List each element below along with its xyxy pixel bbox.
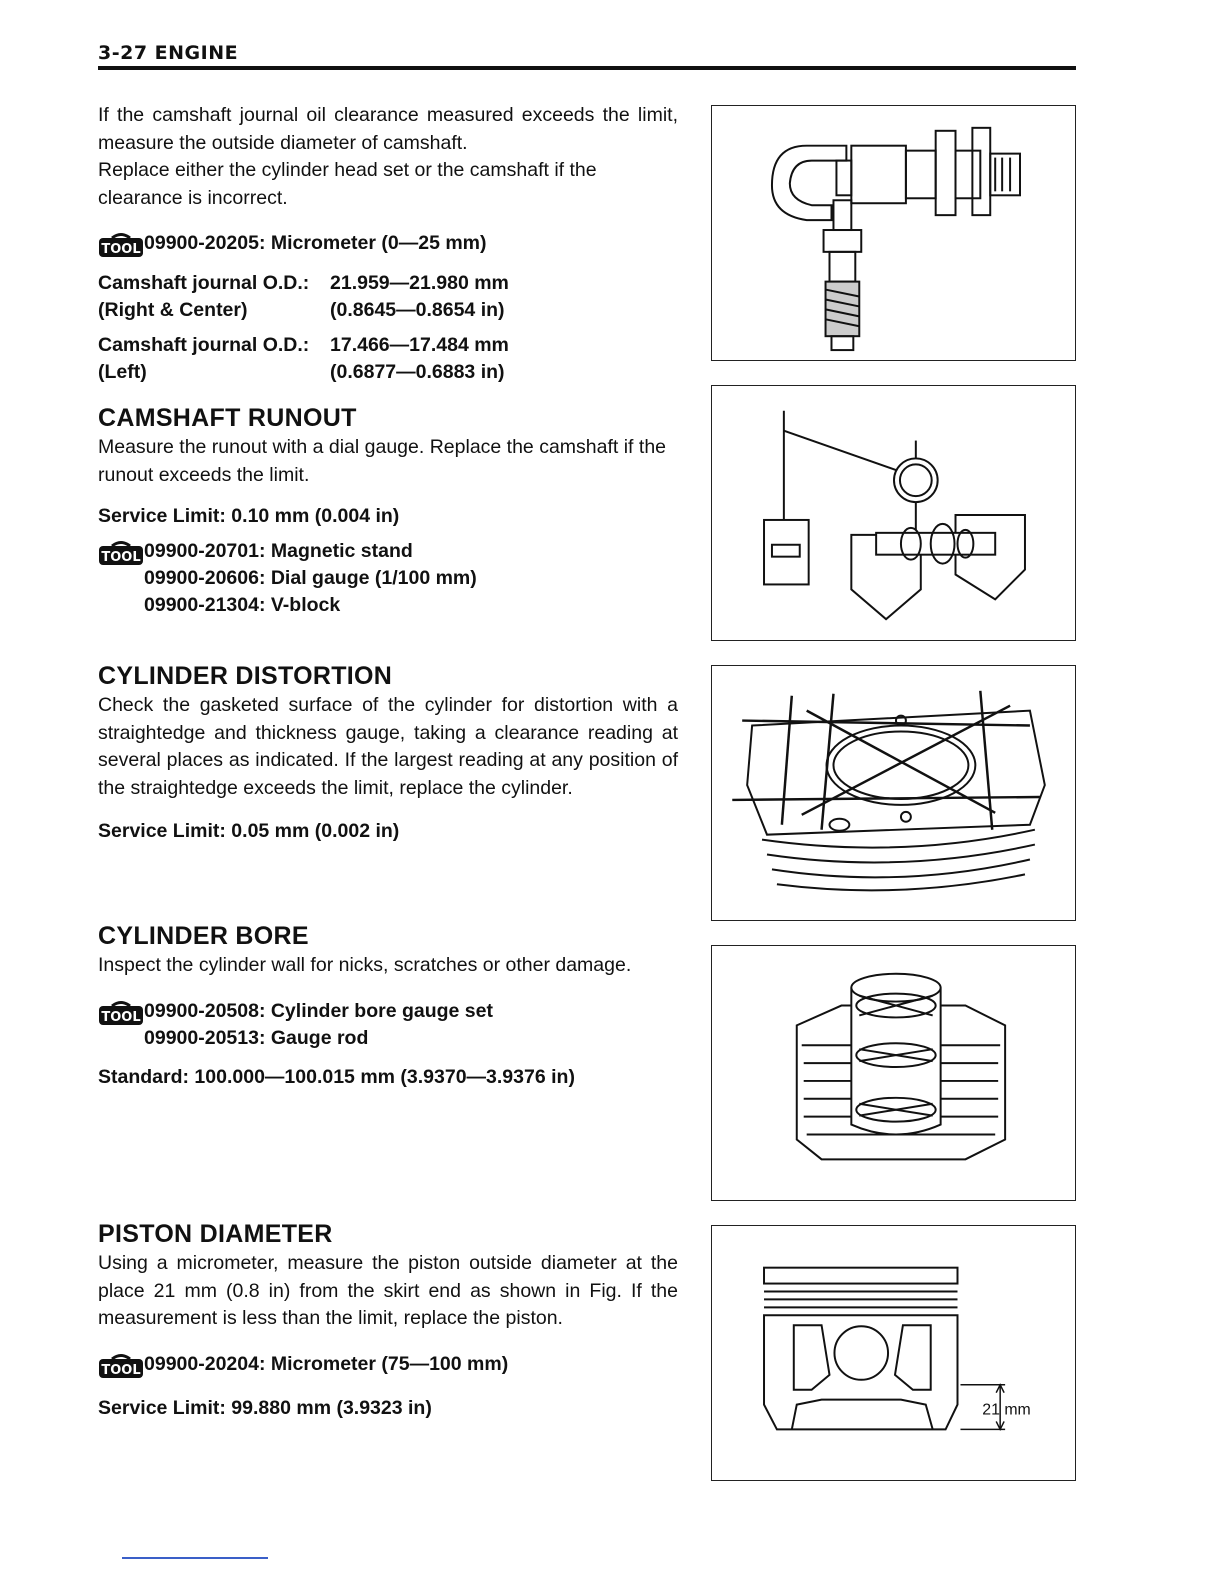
tool-line — [98, 230, 678, 258]
piston-diameter-heading: PISTON DIAMETER — [98, 1220, 333, 1248]
cylinder-bore-section — [98, 920, 678, 1091]
camshaft-od-intro: If the camshaft journal oil clearance measured exceeds the limit, measure the outside diameter of camshaft. — [98, 104, 678, 154]
camshaft-runout-heading: CAMSHAFT RUNOUT — [98, 404, 357, 432]
spec2-sub: (Left) — [98, 361, 147, 383]
spec1-label: Camshaft journal O.D.: — [98, 272, 310, 294]
tool-gauge-rod: 09900-20513: Gauge rod — [144, 1026, 369, 1049]
figure-runout-dial-gauge — [711, 385, 1076, 641]
footer-rule — [122, 1557, 268, 1559]
svg-text:TOOL: TOOL — [101, 550, 141, 565]
camshaft-runout-body: Measure the runout with a dial gauge. Replace the camshaft if the runout exceeds the limit. — [98, 436, 667, 486]
tool-icon — [98, 1353, 144, 1379]
cylinder-bore-illustration — [712, 946, 1075, 1200]
camshaft-runout-section — [98, 402, 678, 619]
spec1-sub-value: (0.8645—0.8654 in) — [330, 299, 505, 321]
tool-icon — [98, 232, 144, 258]
tool-piston-micrometer: 09900-20204: Micrometer (75—100 mm) — [144, 1352, 509, 1375]
piston-illustration — [712, 1226, 1075, 1480]
spec2-value: 17.466—17.484 mm — [330, 334, 509, 356]
camshaft-od-intro2: Replace either the cylinder head set or the camshaft if the clearance is incorrect. — [98, 159, 597, 209]
page-header: 3-27 ENGINE — [98, 42, 239, 64]
runout-dial-gauge-illustration — [712, 386, 1075, 640]
tool-v-block: 09900-21304: V-block — [144, 594, 341, 616]
cylinder-distortion-section — [98, 660, 678, 845]
tool-icon — [98, 1000, 144, 1026]
svg-text:TOOL: TOOL — [101, 242, 141, 257]
figure-piston — [711, 1225, 1076, 1481]
spec1-sub: (Right & Center) — [98, 299, 248, 321]
cylinder-distortion-body: Check the gasketed surface of the cylinder for distortion with a straightedge and thickness gauge, taking a clearance reading at several places as indicated. If the largest reading at any position of the straightedge exceeds the limit, replace the cylinder. — [98, 694, 678, 799]
svg-text:TOOL: TOOL — [101, 1009, 141, 1025]
cylinder-distortion-illustration — [712, 666, 1075, 920]
svg-text:TOOL: TOOL — [101, 1362, 141, 1378]
header-rule — [98, 66, 1076, 70]
tool-line — [98, 998, 678, 1052]
cylinder-distortion-heading: CYLINDER DISTORTION — [98, 662, 393, 690]
camshaft-micrometer-illustration — [712, 106, 1075, 360]
tool-line — [98, 538, 678, 619]
tool-magnetic-stand: 09900-20701: Magnetic stand — [144, 540, 413, 562]
figure-camshaft-micrometer — [711, 105, 1076, 361]
piston-diameter-section — [98, 1218, 678, 1422]
tool-bore-gauge-set: 09900-20508: Cylinder bore gauge set — [144, 999, 493, 1022]
figure-cylinder-distortion — [711, 665, 1076, 921]
cylinder-bore-standard: Standard: 100.000—100.015 mm (3.9370—3.9376 in) — [98, 1065, 575, 1088]
cylinder-distortion-limit: Service Limit: 0.05 mm (0.002 in) — [98, 820, 400, 842]
spec1-value: 21.959—21.980 mm — [330, 272, 509, 294]
cylinder-bore-body: Inspect the cylinder wall for nicks, scratches or other damage. — [98, 954, 632, 976]
figure-cylinder-bore — [711, 945, 1076, 1201]
piston-diameter-limit: Service Limit: 99.880 mm (3.9323 in) — [98, 1396, 432, 1419]
camshaft-runout-limit: Service Limit: 0.10 mm (0.004 in) — [98, 505, 400, 527]
camshaft-od-section — [98, 102, 678, 386]
tool-icon — [98, 540, 144, 566]
tool-dial-gauge: 09900-20606: Dial gauge (1/100 mm) — [144, 567, 477, 589]
spec2-label: Camshaft journal O.D.: — [98, 334, 310, 356]
spec2-sub-value: (0.6877—0.6883 in) — [330, 361, 505, 383]
cylinder-bore-heading: CYLINDER BORE — [98, 922, 309, 950]
piston-diameter-body: Using a micrometer, measure the piston outside diameter at the place 21 mm (0.8 in) from the skirt end as shown in Fig. If the measurement is less than the limit, replace the piston. — [98, 1252, 678, 1329]
tool-line — [98, 1351, 678, 1379]
tool-camshaft-micrometer: 09900-20205: Micrometer (0—25 mm) — [144, 232, 487, 254]
piston-dimension-label: 21 mm — [982, 1401, 1031, 1419]
